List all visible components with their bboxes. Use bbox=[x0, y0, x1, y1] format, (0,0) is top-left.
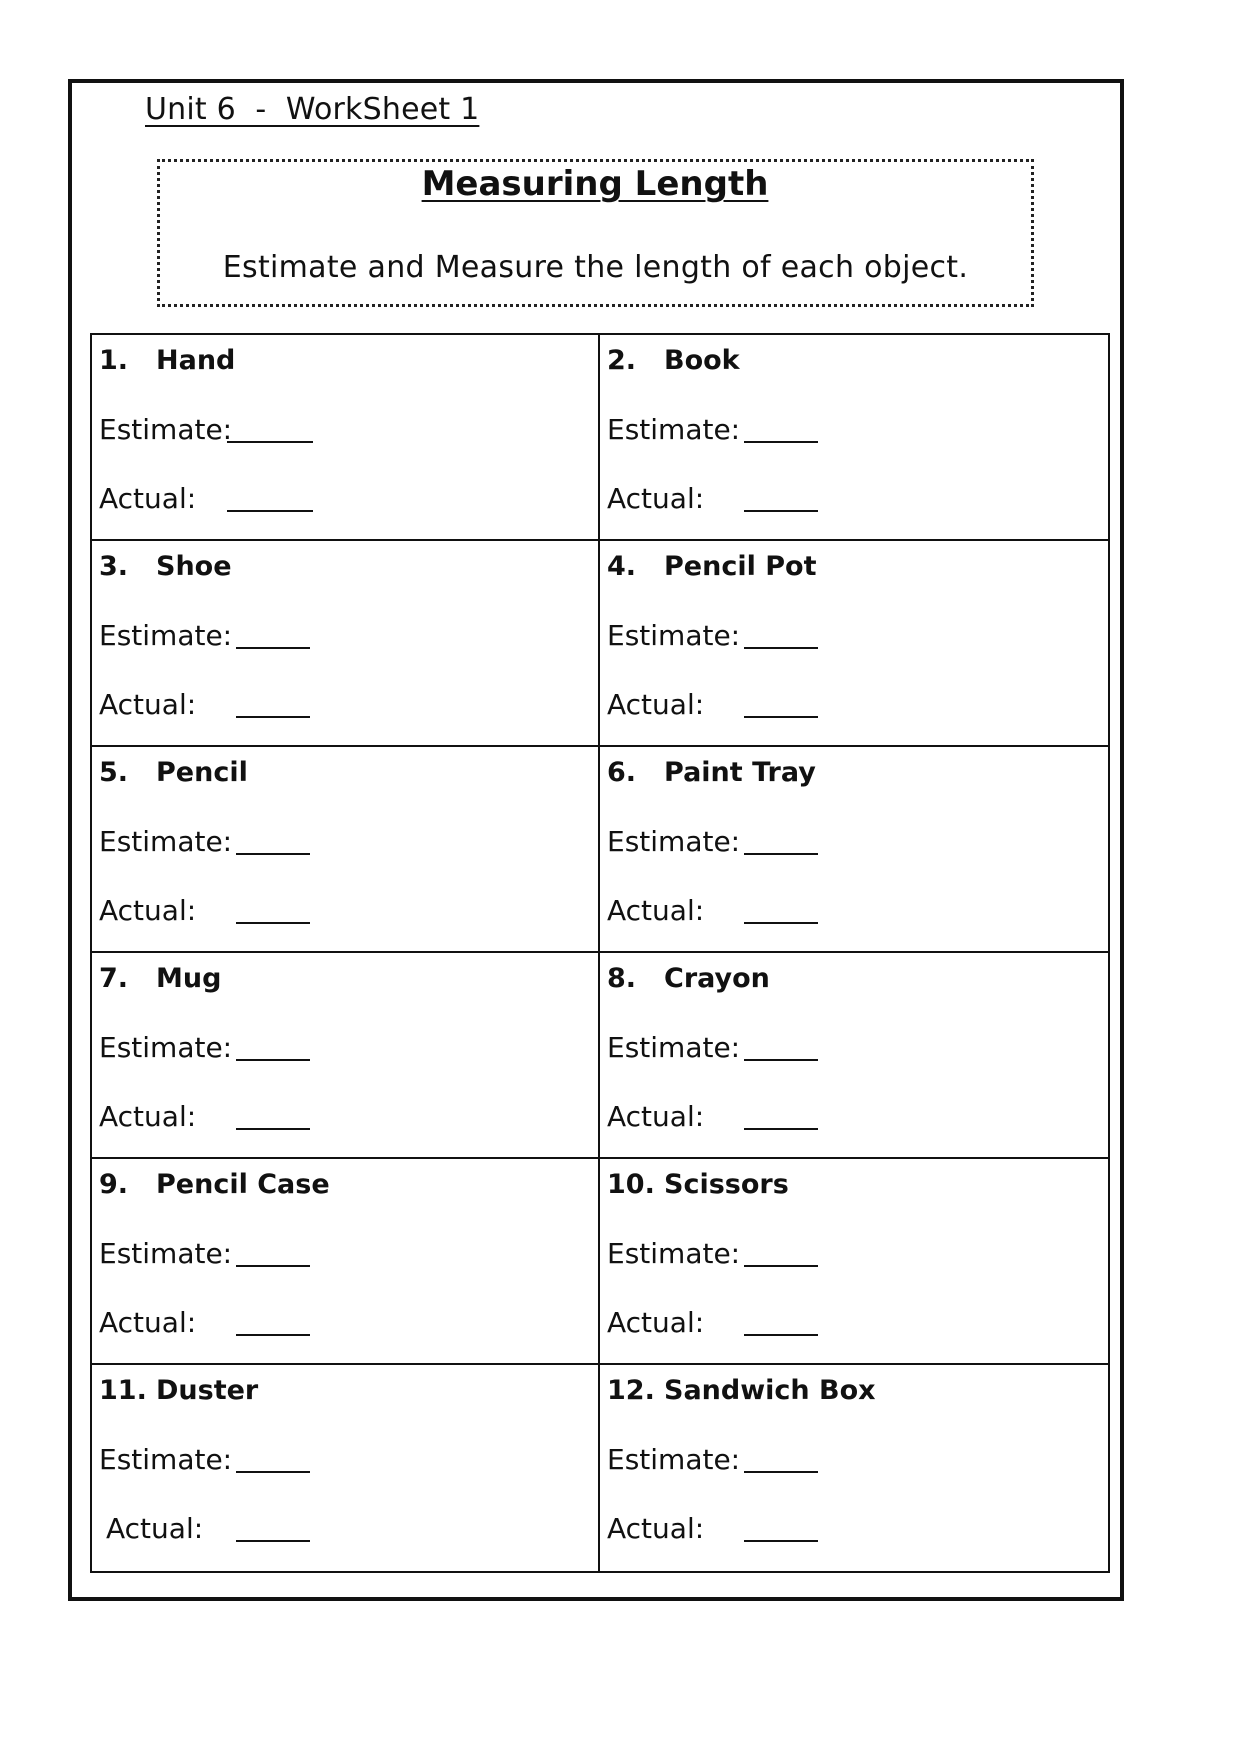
estimate-row bbox=[607, 825, 740, 858]
actual-label: Actual: bbox=[607, 1100, 705, 1133]
instructions: Estimate and Measure the length of each object. bbox=[222, 250, 969, 285]
item-heading bbox=[607, 551, 816, 582]
item-heading bbox=[99, 551, 232, 582]
item-heading bbox=[607, 345, 740, 376]
item-number: 7. bbox=[99, 963, 129, 994]
estimate-answer-blank[interactable] bbox=[744, 853, 818, 855]
estimate-answer-blank[interactable] bbox=[744, 647, 818, 649]
item-cell bbox=[92, 747, 600, 953]
estimate-label: Estimate: bbox=[607, 413, 741, 446]
item-cell bbox=[600, 953, 1108, 1159]
estimate-answer-blank[interactable] bbox=[236, 647, 310, 649]
item-cell bbox=[92, 1159, 600, 1365]
actual-label: Actual: bbox=[99, 1306, 197, 1339]
item-name: Scissors bbox=[664, 1169, 789, 1200]
item-cell bbox=[600, 1365, 1108, 1571]
item-name: Shoe bbox=[156, 551, 232, 582]
item-heading bbox=[99, 757, 248, 788]
item-number: 1. bbox=[99, 345, 129, 376]
item-number: 4. bbox=[607, 551, 637, 582]
item-name: Paint Tray bbox=[664, 757, 816, 788]
items-grid bbox=[90, 333, 1110, 1573]
page-title: Measuring Length bbox=[421, 164, 769, 204]
estimate-row bbox=[607, 413, 740, 446]
actual-row bbox=[607, 688, 704, 721]
estimate-answer-blank[interactable] bbox=[744, 1059, 818, 1061]
estimate-answer-blank[interactable] bbox=[744, 1471, 818, 1473]
item-cell bbox=[600, 1159, 1108, 1365]
actual-row bbox=[99, 1100, 196, 1133]
estimate-answer-blank[interactable] bbox=[236, 853, 310, 855]
item-number: 11. bbox=[99, 1375, 147, 1406]
item-number: 2. bbox=[607, 345, 637, 376]
item-heading bbox=[99, 1169, 330, 1200]
estimate-label: Estimate: bbox=[99, 1031, 233, 1064]
unit-title: Unit 6 - WorkSheet 1 bbox=[145, 92, 480, 127]
item-name: Book bbox=[664, 345, 740, 376]
actual-row bbox=[99, 894, 196, 927]
actual-answer-blank[interactable] bbox=[236, 1128, 310, 1130]
actual-row bbox=[607, 1306, 704, 1339]
estimate-label: Estimate: bbox=[99, 619, 233, 652]
item-name: Crayon bbox=[664, 963, 770, 994]
actual-answer-blank[interactable] bbox=[744, 716, 818, 718]
item-cell bbox=[92, 1365, 600, 1571]
item-heading bbox=[607, 1169, 789, 1200]
actual-row bbox=[607, 482, 704, 515]
estimate-row bbox=[99, 619, 232, 652]
estimate-label: Estimate: bbox=[607, 1237, 741, 1270]
actual-row bbox=[99, 1306, 196, 1339]
estimate-row bbox=[607, 1443, 740, 1476]
actual-label: Actual: bbox=[99, 1100, 197, 1133]
estimate-row bbox=[99, 1031, 232, 1064]
actual-label: Actual: bbox=[99, 894, 197, 927]
item-heading bbox=[99, 345, 235, 376]
actual-answer-blank[interactable] bbox=[236, 716, 310, 718]
estimate-row bbox=[607, 619, 740, 652]
estimate-label: Estimate: bbox=[99, 413, 233, 446]
item-name: Pencil bbox=[156, 757, 248, 788]
actual-row bbox=[99, 688, 196, 721]
estimate-answer-blank[interactable] bbox=[236, 1059, 310, 1061]
estimate-row bbox=[99, 1237, 232, 1270]
estimate-answer-blank[interactable] bbox=[744, 441, 818, 443]
estimate-row bbox=[99, 825, 232, 858]
actual-answer-blank[interactable] bbox=[744, 1540, 818, 1542]
estimate-label: Estimate: bbox=[607, 619, 741, 652]
estimate-label: Estimate: bbox=[99, 825, 233, 858]
item-name: Pencil Pot bbox=[664, 551, 817, 582]
actual-row bbox=[607, 1512, 704, 1545]
item-heading bbox=[607, 757, 816, 788]
actual-label: Actual: bbox=[106, 1512, 204, 1545]
estimate-label: Estimate: bbox=[607, 1031, 741, 1064]
item-name: Duster bbox=[156, 1375, 259, 1406]
item-number: 6. bbox=[607, 757, 637, 788]
actual-answer-blank[interactable] bbox=[236, 1540, 310, 1542]
item-cell bbox=[600, 541, 1108, 747]
item-name: Hand bbox=[156, 345, 236, 376]
actual-answer-blank[interactable] bbox=[744, 510, 818, 512]
actual-answer-blank[interactable] bbox=[236, 1334, 310, 1336]
item-heading bbox=[607, 1375, 876, 1406]
actual-label: Actual: bbox=[607, 1512, 705, 1545]
item-cell bbox=[92, 541, 600, 747]
item-cell bbox=[600, 747, 1108, 953]
item-heading bbox=[99, 1375, 258, 1406]
estimate-row bbox=[99, 413, 232, 446]
item-name: Pencil Case bbox=[156, 1169, 330, 1200]
item-number: 12. bbox=[607, 1375, 655, 1406]
actual-answer-blank[interactable] bbox=[744, 922, 818, 924]
estimate-answer-blank[interactable] bbox=[236, 1265, 310, 1267]
actual-row bbox=[607, 894, 704, 927]
actual-answer-blank[interactable] bbox=[744, 1334, 818, 1336]
actual-row bbox=[607, 1100, 704, 1133]
actual-row bbox=[99, 482, 196, 515]
estimate-row bbox=[607, 1031, 740, 1064]
actual-label: Actual: bbox=[99, 688, 197, 721]
item-number: 8. bbox=[607, 963, 637, 994]
estimate-answer-blank[interactable] bbox=[236, 1471, 310, 1473]
estimate-label: Estimate: bbox=[99, 1237, 233, 1270]
estimate-label: Estimate: bbox=[607, 825, 741, 858]
item-name: Mug bbox=[156, 963, 222, 994]
item-heading bbox=[99, 963, 221, 994]
item-cell bbox=[92, 953, 600, 1159]
actual-label: Actual: bbox=[607, 1306, 705, 1339]
actual-answer-blank[interactable] bbox=[744, 1128, 818, 1130]
estimate-label: Estimate: bbox=[607, 1443, 741, 1476]
estimate-answer-blank[interactable] bbox=[744, 1265, 818, 1267]
item-number: 3. bbox=[99, 551, 129, 582]
item-heading bbox=[607, 963, 770, 994]
actual-label: Actual: bbox=[607, 894, 705, 927]
estimate-row bbox=[99, 1443, 232, 1476]
actual-answer-blank[interactable] bbox=[227, 510, 313, 512]
item-name: Sandwich Box bbox=[664, 1375, 876, 1406]
estimate-answer-blank[interactable] bbox=[227, 441, 313, 443]
actual-answer-blank[interactable] bbox=[236, 922, 310, 924]
actual-label: Actual: bbox=[99, 482, 197, 515]
estimate-row bbox=[607, 1237, 740, 1270]
item-number: 5. bbox=[99, 757, 129, 788]
estimate-label: Estimate: bbox=[99, 1443, 233, 1476]
item-cell bbox=[92, 335, 600, 541]
actual-label: Actual: bbox=[607, 482, 705, 515]
item-cell bbox=[600, 335, 1108, 541]
item-number: 9. bbox=[99, 1169, 129, 1200]
actual-label: Actual: bbox=[607, 688, 705, 721]
item-number: 10. bbox=[607, 1169, 655, 1200]
actual-row bbox=[106, 1512, 203, 1545]
